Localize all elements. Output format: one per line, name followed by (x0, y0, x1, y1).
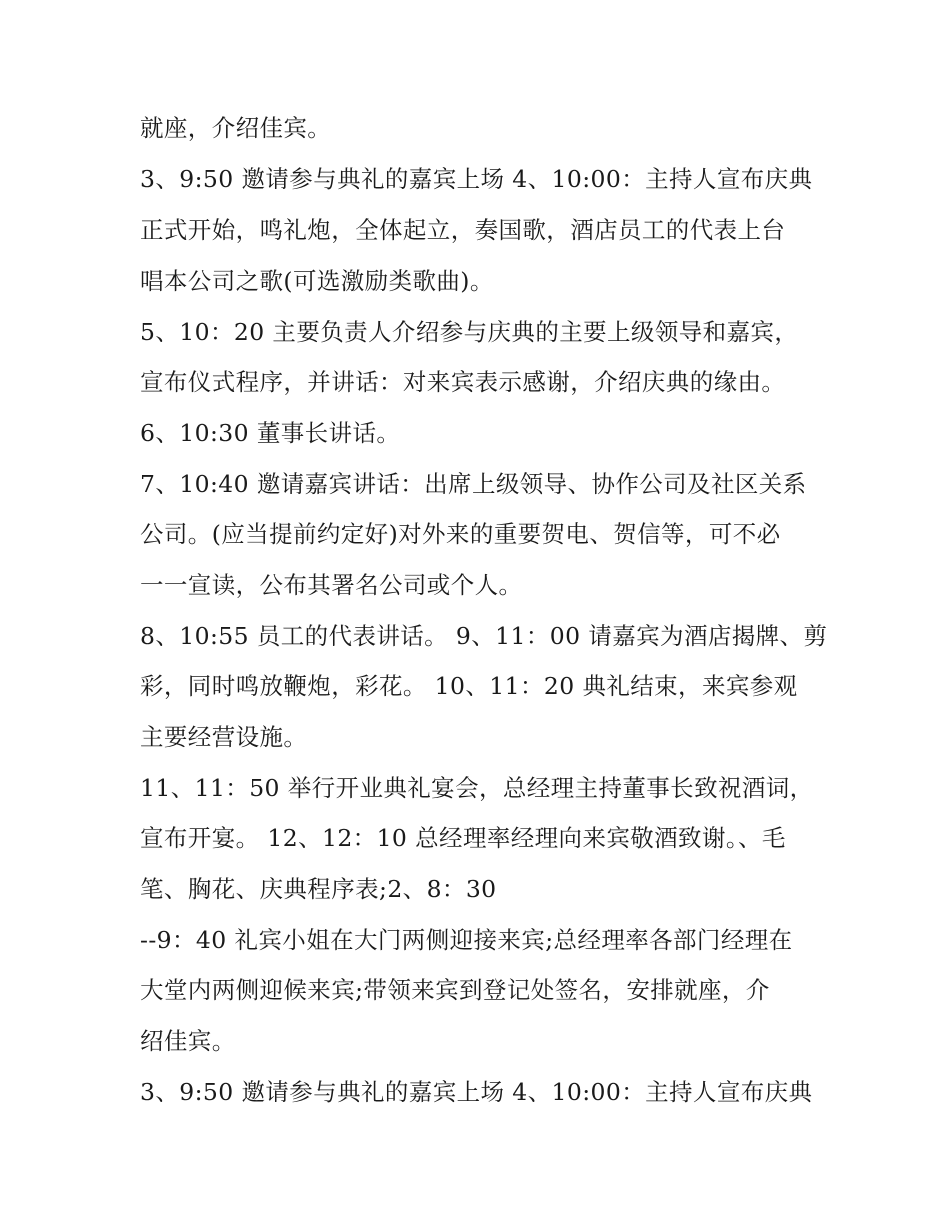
text-line: 6、10:30 董事长讲话。 (140, 419, 401, 447)
text-line: 唱本公司之歌(可选激励类歌曲)。 (140, 267, 494, 295)
text-line: 大堂内两侧迎候来宾;带领来宾到登记处签名，安排就座，介 (140, 976, 770, 1004)
text-line: 11、11：50 举行开业典礼宴会，总经理主持董事长致祝酒词， (140, 774, 814, 802)
text-line: 3、9:50 邀请参与典礼的嘉宾上场 4、10:00：主持人宣布庆典 (140, 1078, 813, 1106)
text-line: 8、10:55 员工的代表讲话。 9、11：00 请嘉宾为酒店揭牌、剪 (140, 622, 828, 650)
text-line: 主要经营设施。 (140, 723, 308, 751)
text-line: 就座，介绍佳宾。 (140, 114, 332, 142)
text-line: 3、9:50 邀请参与典礼的嘉宾上场 4、10:00：主持人宣布庆典 (140, 165, 813, 193)
text-line: 一一宣读，公布其署名公司或个人。 (140, 571, 523, 599)
text-line: 宣布开宴。 12、12：10 总经理率经理向来宾敬酒致谢。、毛 (140, 824, 786, 852)
text-line: 5、10：20 主要负责人介绍参与庆典的主要上级领导和嘉宾， (140, 318, 799, 346)
text-line: 笔、胸花、庆典程序表;2、8：30 (140, 875, 497, 903)
text-line: 宣布仪式程序，并讲话：对来宾表示感谢，介绍庆典的缘由。 (140, 368, 786, 396)
text-line: 7、10:40 邀请嘉宾讲话：出席上级领导、协作公司及社区关系 (140, 470, 807, 498)
text-line: 彩，同时鸣放鞭炮，彩花。 10、11：20 典礼结束，来宾参观 (140, 672, 798, 700)
text-line: 正式开始，鸣礼炮，全体起立，奏国歌，酒店员工的代表上台 (140, 216, 786, 244)
text-line: --9：40 礼宾小姐在大门两侧迎接来宾;总经理率各部门经理在 (140, 926, 793, 954)
text-line: 绍佳宾。 (140, 1027, 236, 1055)
text-line: 公司。(应当提前约定好)对外来的重要贺电、贺信等，可不必 (140, 520, 781, 548)
